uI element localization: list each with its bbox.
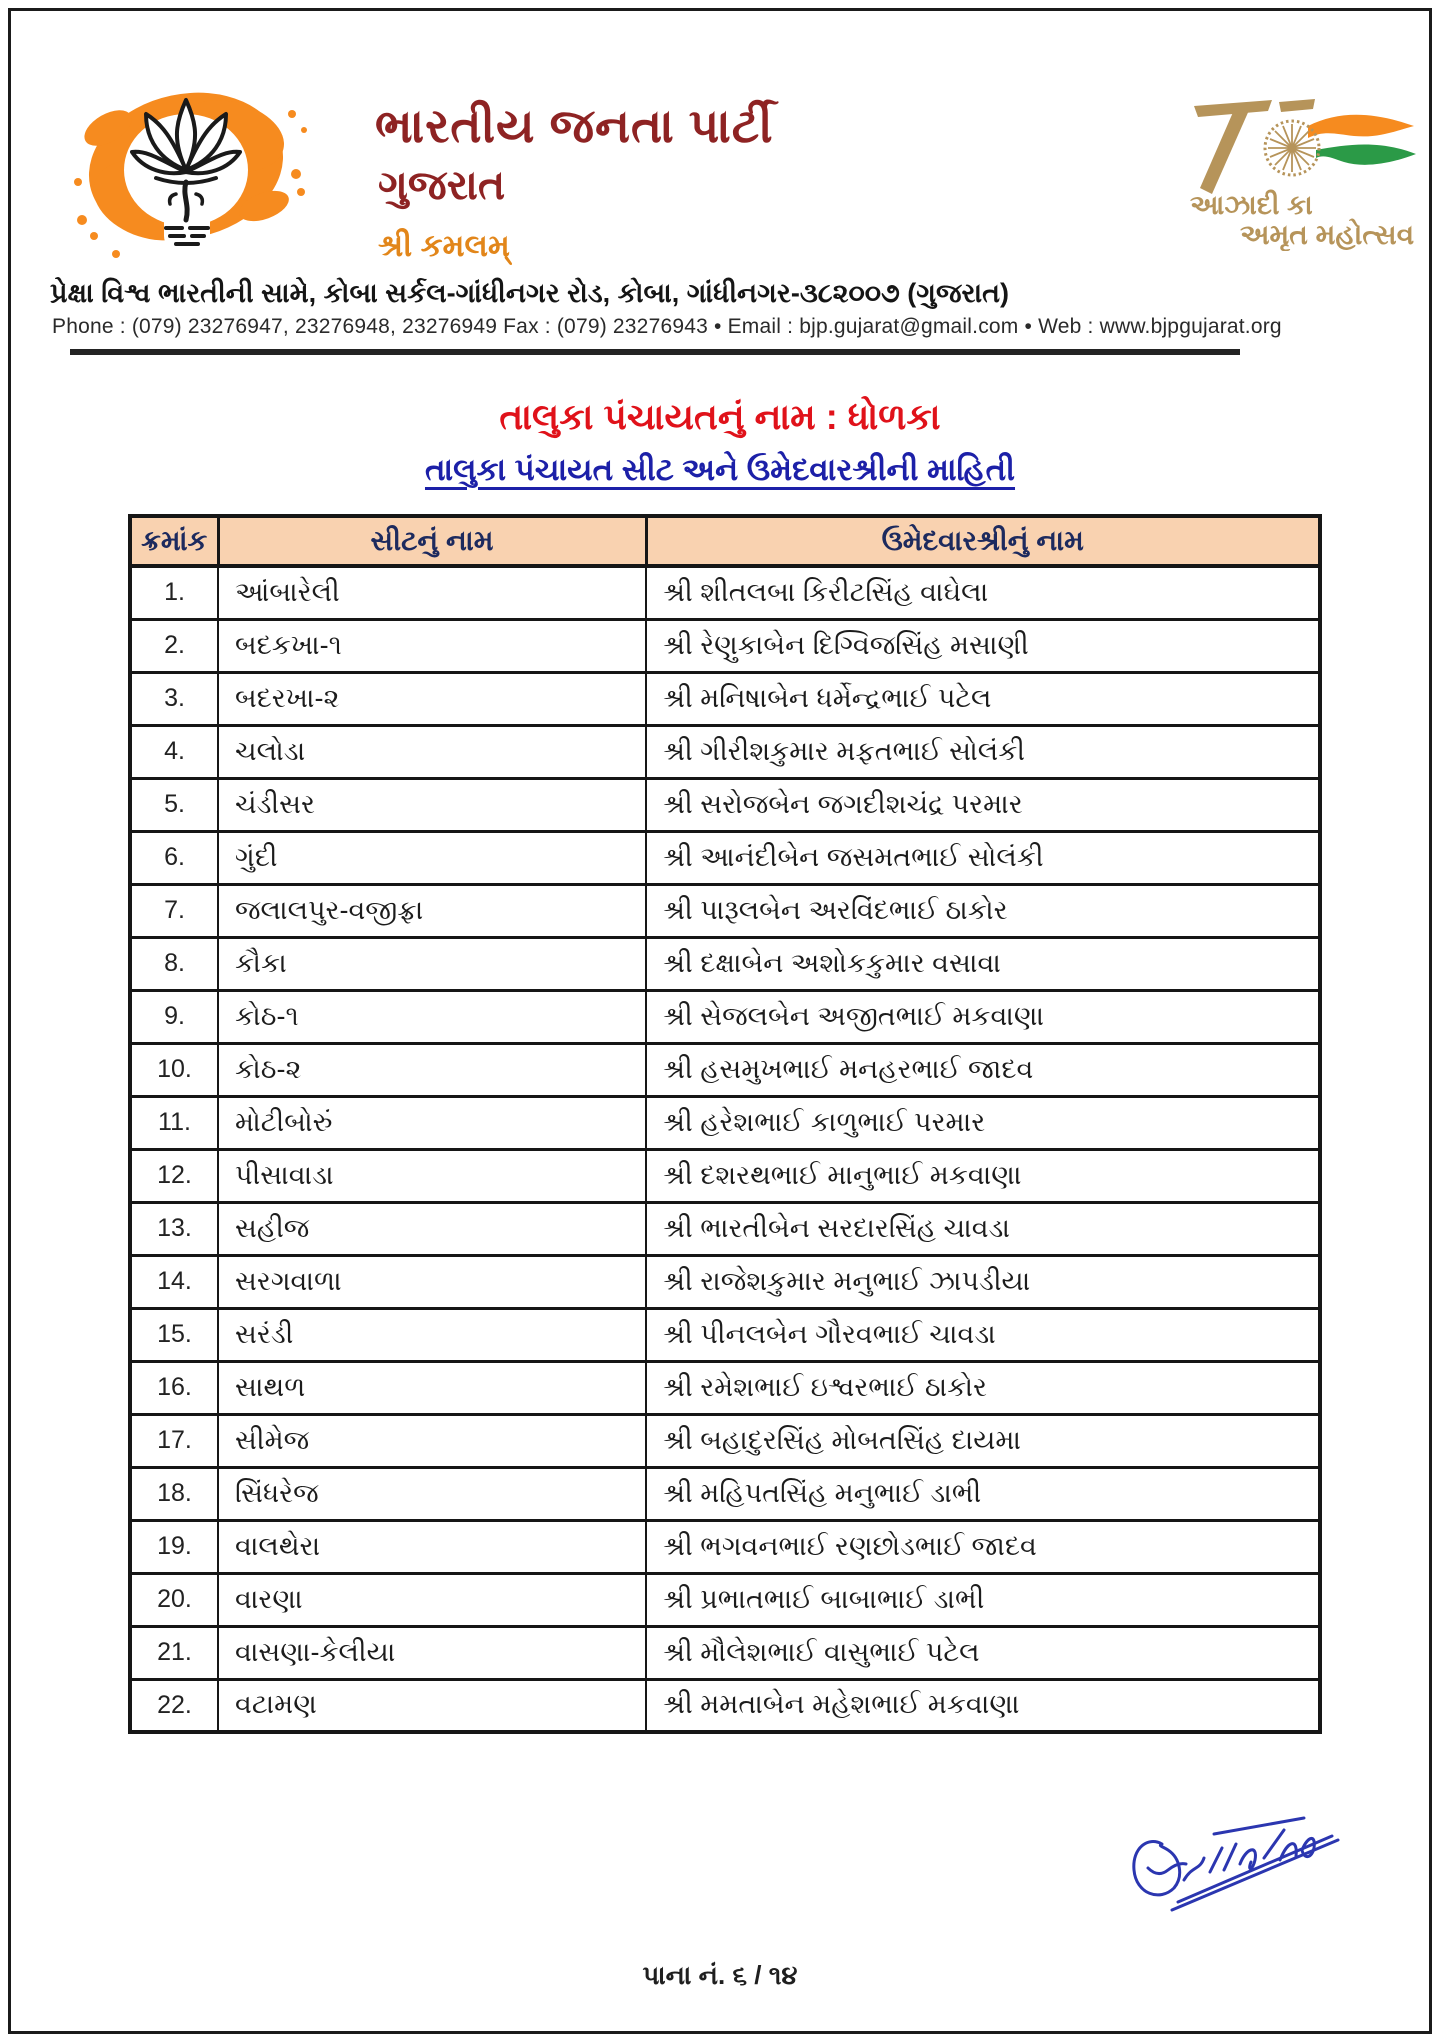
- seat-cell: પીસાવાડા: [218, 1149, 646, 1202]
- table-row: [130, 619, 1320, 672]
- seat-cell: આંબારેલી: [218, 566, 646, 619]
- table-row: [130, 1361, 1320, 1414]
- org-region: ગુજરાત: [378, 162, 506, 208]
- serial-cell: 4.: [130, 725, 218, 778]
- candidate-cell: શ્રી મૌલેશભાઈ વાસુભાઈ પટેલ: [646, 1626, 1320, 1679]
- serial-cell: 22.: [130, 1679, 218, 1732]
- contact-line: Phone : (079) 23276947, 23276948, 23276949 Fax : (079) 23276943 • Email : bjp.gujarat@gmail.com • Web : www.bjpgujarat.org: [52, 315, 1282, 338]
- column-header-serial: ક્રમાંક: [130, 516, 218, 566]
- table-row: [130, 672, 1320, 725]
- bjp-lotus-logo-graphic: [68, 78, 308, 258]
- seat-cell: વાસણા-કેલીયા: [218, 1626, 646, 1679]
- serial-cell: 1.: [130, 566, 218, 619]
- table-row: [130, 725, 1320, 778]
- table-row: [130, 1096, 1320, 1149]
- seat-cell: ગુંદી: [218, 831, 646, 884]
- seat-cell: કોઠ-૨: [218, 1043, 646, 1096]
- candidate-cell: શ્રી દક્ષાબેન અશોકકુમાર વસાવા: [646, 937, 1320, 990]
- table-row: [130, 1255, 1320, 1308]
- serial-cell: 3.: [130, 672, 218, 725]
- candidate-cell: શ્રી હસમુખભાઈ મનહરભાઈ જાદવ: [646, 1043, 1320, 1096]
- candidate-cell: શ્રી ગીરીશકુમાર મફતભાઈ સોલંકી: [646, 725, 1320, 778]
- candidate-cell: શ્રી સરોજબેન જગદીશચંદ્ર પરમાર: [646, 778, 1320, 831]
- serial-cell: 6.: [130, 831, 218, 884]
- candidate-cell: શ્રી ભગવનભાઈ રણછોડભાઈ જાદવ: [646, 1520, 1320, 1573]
- table-row: [130, 884, 1320, 937]
- candidate-cell: શ્રી પીનલબેન ગૌરવભાઈ ચાવડા: [646, 1308, 1320, 1361]
- flag-ribbon-saffron: [1308, 115, 1414, 138]
- seat-cell: સરગવાળા: [218, 1255, 646, 1308]
- handwritten-signature: [1118, 1808, 1358, 1923]
- table-row: [130, 1149, 1320, 1202]
- candidate-cell: શ્રી બહાદુરસિંહ મોબતસિંહ દાયમા: [646, 1414, 1320, 1467]
- candidate-cell: શ્રી મહિપતસિંહ મનુભાઈ ડાભી: [646, 1467, 1320, 1520]
- page-number: પાના નં. ૬ / ૧૪: [642, 1960, 798, 1990]
- serial-cell: 19.: [130, 1520, 218, 1573]
- serial-cell: 5.: [130, 778, 218, 831]
- table-row: [130, 1467, 1320, 1520]
- page-subtitle: તાલુકા પંચાયત સીટ અને ઉમેદવારશ્રીની માહિતી: [424, 452, 1016, 487]
- seat-cell: વારણા: [218, 1573, 646, 1626]
- office-address: પ્રેક્ષા વિશ્વ ભારતીની સામે, કોબા સર્કલ-ગાંધીનગર રોડ, કોબા, ગાંધીનગર-૩૮૨૦૦૭ (ગુજરાત): [50, 278, 1009, 308]
- serial-cell: 15.: [130, 1308, 218, 1361]
- candidate-cell: શ્રી મમતાબેન મહેશભાઈ મકવાણા: [646, 1679, 1320, 1732]
- candidate-cell: શ્રી સેજલબેન અજીતભાઈ મકવાણા: [646, 990, 1320, 1043]
- table-row: [130, 1202, 1320, 1255]
- seat-cell: સાથળ: [218, 1361, 646, 1414]
- table-row: [130, 937, 1320, 990]
- seat-cell: કૌકા: [218, 937, 646, 990]
- serial-cell: 9.: [130, 990, 218, 1043]
- candidate-cell: શ્રી રમેશભાઈ ઇશ્વરભાઈ ઠાકોર: [646, 1361, 1320, 1414]
- candidate-cell: શ્રી પારૂલબેન અરવિંદભાઈ ઠાકોર: [646, 884, 1320, 937]
- page-title: તાલુકા પંચાયતનું નામ : ધોળકા: [499, 396, 941, 437]
- seat-cell: ચલોડા: [218, 725, 646, 778]
- table-row: [130, 1520, 1320, 1573]
- table-row: [130, 778, 1320, 831]
- serial-cell: 21.: [130, 1626, 218, 1679]
- seat-cell: સિંધરેજ: [218, 1467, 646, 1520]
- seat-cell: ચંડીસર: [218, 778, 646, 831]
- amrit-logo-line1: આઝાદી કા: [1190, 190, 1313, 220]
- table-row: [130, 1573, 1320, 1626]
- serial-cell: 16.: [130, 1361, 218, 1414]
- table-row: [130, 1043, 1320, 1096]
- table-row: [130, 831, 1320, 884]
- seat-cell: બદરખા-૨: [218, 672, 646, 725]
- serial-cell: 14.: [130, 1255, 218, 1308]
- flag-ribbon-green: [1316, 145, 1416, 165]
- candidate-cell: શ્રી શીતલબા કિરીટસિંહ વાઘેલા: [646, 566, 1320, 619]
- serial-cell: 8.: [130, 937, 218, 990]
- seat-cell: સરંડી: [218, 1308, 646, 1361]
- org-office: શ્રી કમલમ્: [378, 228, 510, 263]
- candidate-cell: શ્રી પ્રભાતભાઈ બાબાભાઈ ડાભી: [646, 1573, 1320, 1626]
- table-row: [130, 566, 1320, 619]
- candidate-cell: શ્રી રેણુકાબેન દિગ્વિજસિંહ મસાણી: [646, 619, 1320, 672]
- seat-cell: વાલથેરા: [218, 1520, 646, 1573]
- table-body: [130, 566, 1320, 1732]
- column-header-seat: સીટનું નામ: [218, 516, 646, 566]
- table-row: [130, 990, 1320, 1043]
- seat-cell: સીમેજ: [218, 1414, 646, 1467]
- candidate-cell: શ્રી રાજેશકુમાર મનુભાઈ ઝાપડીયા: [646, 1255, 1320, 1308]
- table-row: [130, 1679, 1320, 1732]
- candidate-cell: શ્રી મનિષાબેન ધર્મેન્દ્રભાઈ પટેલ: [646, 672, 1320, 725]
- amrit-logo-line2: અમૃત મહોત્સવ: [1240, 219, 1415, 250]
- serial-cell: 10.: [130, 1043, 218, 1096]
- seat-cell: જલાલપુર-વજીફ્રા: [218, 884, 646, 937]
- header-divider: [70, 349, 1240, 355]
- seat-cell: સહીજ: [218, 1202, 646, 1255]
- serial-cell: 2.: [130, 619, 218, 672]
- candidate-cell: શ્રી દશરથભાઈ માનુભાઈ મકવાણા: [646, 1149, 1320, 1202]
- serial-cell: 7.: [130, 884, 218, 937]
- table-header-row: [130, 516, 1320, 566]
- table-row: [130, 1626, 1320, 1679]
- seat-cell: કોઠ-૧: [218, 990, 646, 1043]
- column-header-candidate: ઉમેદવારશ્રીનું નામ: [646, 516, 1320, 566]
- serial-cell: 18.: [130, 1467, 218, 1520]
- candidate-cell: શ્રી ભારતીબેન સરદારસિંહ ચાવડા: [646, 1202, 1320, 1255]
- seat-cell: વટામણ: [218, 1679, 646, 1732]
- bjp-lotus-logo: [68, 78, 308, 258]
- amrit-mahotsav-logo: [1182, 96, 1422, 251]
- seat-cell: મોટીબોરું: [218, 1096, 646, 1149]
- candidates-table: [128, 514, 1322, 1734]
- candidate-cell: શ્રી હરેશભાઈ કાળુભાઈ પરમાર: [646, 1096, 1320, 1149]
- seat-cell: બદકખા-૧: [218, 619, 646, 672]
- amrit-mahotsav-graphic: [1182, 96, 1422, 251]
- candidate-cell: શ્રી આનંદીબેન જસમતભાઈ સોલંકી: [646, 831, 1320, 884]
- serial-cell: 12.: [130, 1149, 218, 1202]
- serial-cell: 11.: [130, 1096, 218, 1149]
- table-row: [130, 1308, 1320, 1361]
- serial-cell: 13.: [130, 1202, 218, 1255]
- org-name: ભારતીય જનતા પાર્ટી: [375, 99, 774, 152]
- serial-cell: 17.: [130, 1414, 218, 1467]
- table-row: [130, 1414, 1320, 1467]
- serial-cell: 20.: [130, 1573, 218, 1626]
